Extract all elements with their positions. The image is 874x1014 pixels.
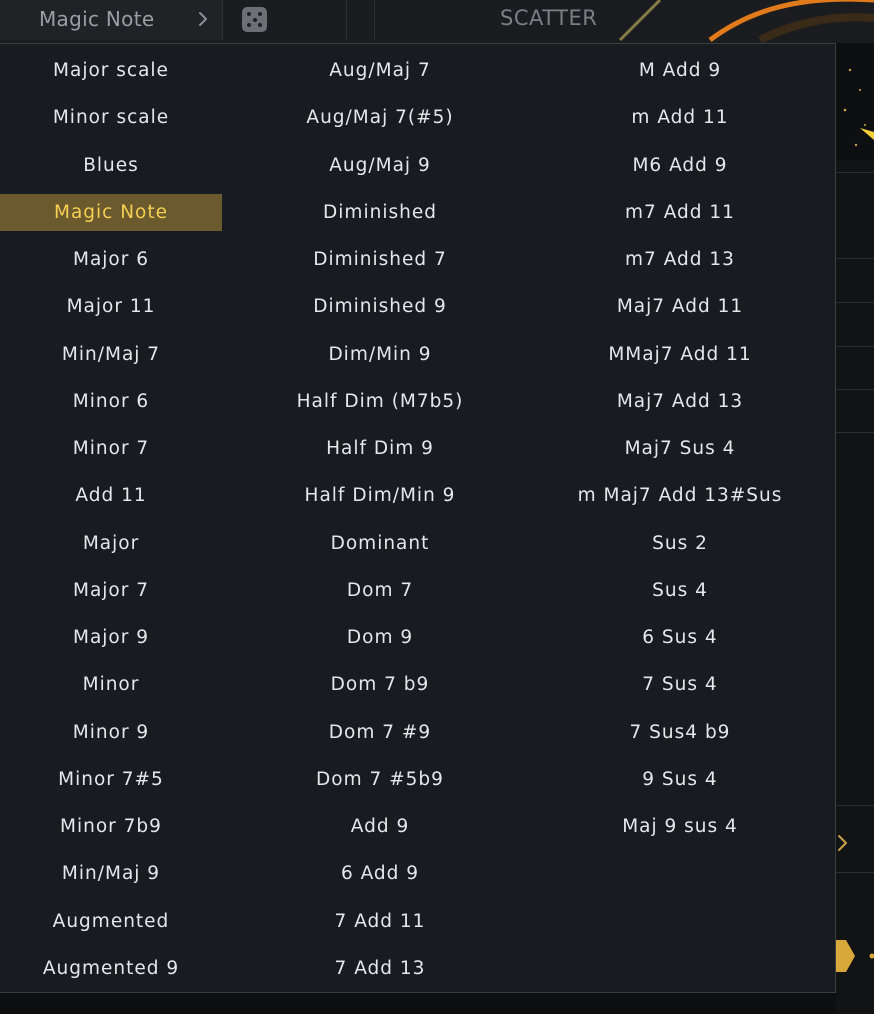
menu-item[interactable]: Dom 7 #9 [328, 721, 432, 743]
chevron-right-icon[interactable] [833, 830, 853, 856]
menu-item[interactable]: Maj7 Sus 4 [624, 438, 736, 460]
divider [374, 0, 375, 40]
menu-item[interactable]: m7 Add 11 [625, 201, 735, 223]
menu-item[interactable]: Dominant [330, 532, 430, 554]
menu-item[interactable]: M6 Add 9 [632, 154, 728, 176]
menu-item[interactable]: Major 9 [72, 627, 149, 649]
menu-item[interactable]: Minor scale [52, 107, 170, 129]
menu-item[interactable]: MMaj7 Add 11 [608, 343, 752, 365]
menu-item[interactable]: Augmented 9 [42, 957, 180, 979]
menu-item[interactable]: m7 Add 13 [625, 249, 735, 271]
menu-item[interactable]: 7 Sus 4 [642, 674, 718, 696]
menu-item[interactable]: Diminished 7 [313, 249, 447, 271]
menu-column-3 [544, 47, 816, 850]
menu-item[interactable]: Min/Maj 9 [61, 863, 161, 885]
menu-item[interactable]: Minor 6 [72, 390, 150, 412]
menu-item[interactable]: Major scale [53, 60, 169, 82]
menu-item[interactable]: 6 Sus 4 [642, 627, 718, 649]
chevron-right-icon[interactable] [196, 9, 210, 29]
menu-item[interactable]: Sus 4 [652, 579, 708, 601]
menu-item[interactable]: Aug/Maj 9 [329, 154, 431, 176]
menu-item[interactable]: Add 9 [350, 816, 410, 838]
menu-item[interactable]: M Add 9 [638, 60, 722, 82]
menu-item[interactable]: Sus 2 [652, 532, 708, 554]
menu-item-selected[interactable]: Magic Note [0, 194, 222, 231]
menu-item[interactable]: Dim/Min 9 [328, 343, 432, 365]
menu-item[interactable]: Major 11 [66, 296, 156, 318]
menu-item[interactable]: Half Dim 9 [326, 438, 434, 460]
menu-item[interactable]: Dom 7 [346, 579, 414, 601]
menu-item[interactable]: Minor 7 [72, 438, 150, 460]
menu-item[interactable]: Minor [82, 674, 140, 696]
background-panel [836, 160, 874, 1014]
menu-item[interactable]: Maj 9 sus 4 [622, 816, 738, 838]
menu-item[interactable]: Maj7 Add 11 [616, 296, 744, 318]
menu-item[interactable]: m Add 11 [631, 107, 729, 129]
menu-item[interactable]: 7 Add 11 [334, 910, 426, 932]
menu-item[interactable]: 6 Add 9 [340, 863, 420, 885]
menu-item[interactable]: Diminished [323, 201, 437, 223]
menu-item[interactable]: Aug/Maj 7(#5) [306, 107, 454, 129]
menu-item[interactable]: Half Dim (M7b5) [296, 390, 464, 412]
preset-selector[interactable] [0, 0, 223, 40]
menu-item[interactable]: Major [82, 532, 140, 554]
preset-name: Magic Note [39, 7, 155, 31]
menu-item[interactable]: Minor 7#5 [58, 768, 164, 790]
menu-item[interactable]: Maj7 Add 13 [616, 390, 744, 412]
menu-item[interactable]: Dom 7 #5b9 [316, 768, 444, 790]
menu-item[interactable]: Dom 9 [346, 627, 414, 649]
gold-marker-icon [836, 936, 874, 976]
menu-item[interactable]: Add 11 [75, 485, 147, 507]
menu-column-2 [244, 47, 516, 992]
menu-item[interactable]: 7 Sus4 b9 [629, 721, 731, 743]
menu-item[interactable]: Major 7 [72, 579, 149, 601]
menu-item[interactable]: Diminished 9 [313, 296, 447, 318]
menu-item[interactable]: Blues [83, 154, 139, 176]
menu-item[interactable]: Aug/Maj 7 [329, 60, 431, 82]
menu-item[interactable]: 9 Sus 4 [642, 768, 718, 790]
divider [346, 0, 347, 40]
menu-item[interactable]: 7 Add 13 [334, 957, 426, 979]
menu-item[interactable]: m Maj7 Add 13#Sus [577, 485, 783, 507]
dice-icon[interactable] [242, 7, 267, 32]
menu-item[interactable]: Min/Maj 7 [61, 343, 161, 365]
scale-chord-menu [0, 43, 836, 993]
menu-column-1 [0, 47, 222, 992]
menu-item[interactable]: Half Dim/Min 9 [304, 485, 456, 507]
menu-item[interactable]: Major 6 [72, 249, 149, 271]
menu-item[interactable]: Minor 7b9 [60, 816, 162, 838]
section-title: SCATTER [500, 6, 598, 30]
menu-item[interactable]: Dom 7 b9 [330, 674, 430, 696]
menu-item[interactable]: Minor 9 [72, 721, 150, 743]
menu-item[interactable]: Augmented [52, 910, 170, 932]
